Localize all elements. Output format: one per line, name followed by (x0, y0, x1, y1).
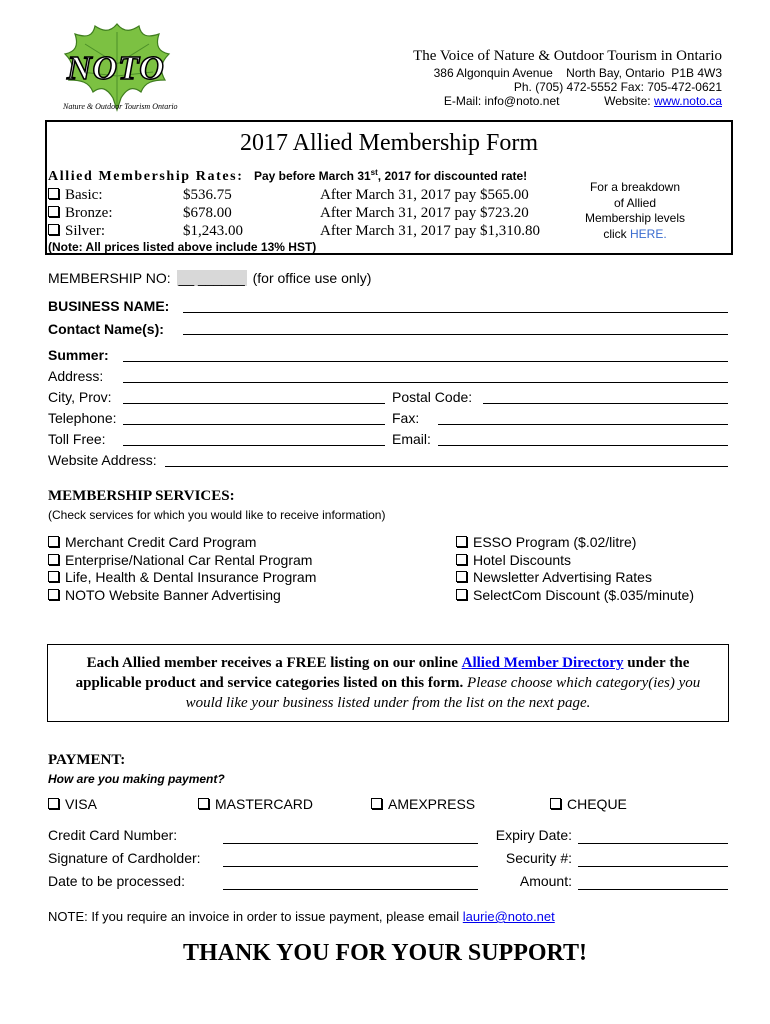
date-label: Date to be processed: (48, 873, 185, 889)
services-left-list (48, 534, 316, 604)
service-item[interactable] (456, 569, 694, 587)
tier-after-price: After March 31, 2017 pay $1,310.80 (320, 223, 540, 239)
breakdown-click-text: click (603, 226, 627, 241)
service-label: Enterprise/National Car Rental Program (65, 551, 313, 568)
breakdown-here-link[interactable]: HERE. (630, 226, 667, 241)
postal-label: Postal Code: (392, 389, 473, 405)
payment-option-visa[interactable] (48, 796, 97, 812)
email-field[interactable] (438, 445, 728, 446)
signature-label: Signature of Cardholder: (48, 850, 201, 866)
tollfree-label: Toll Free: (48, 431, 106, 447)
discount-note-suffix: , 2017 for discounted rate! (377, 169, 528, 183)
service-item[interactable] (48, 569, 316, 587)
city-label: City, Prov: (48, 389, 112, 405)
notice-text-3: the applicable product and service categories listed on this form. (75, 655, 690, 691)
logo-wordmark: NOTO (67, 50, 165, 87)
service-item[interactable] (456, 587, 694, 605)
website-link[interactable]: www.noto.ca (653, 94, 722, 108)
services-instruction: (Check services for which you would like to receive information) (48, 508, 386, 522)
service-label: SelectCom Discount ($.035/minute) (473, 586, 694, 603)
notice-text-1: Each Allied member receives a FREE listing on our online (86, 655, 458, 671)
service-label: NOTO Website Banner Advertising (65, 586, 281, 603)
payment-option-cheque[interactable] (550, 796, 627, 812)
org-phone-fax: Ph. (705) 472-5552 Fax: 705-472-0621 (513, 80, 722, 94)
cc-number-field[interactable] (223, 843, 478, 844)
service-checkbox[interactable] (456, 589, 467, 600)
service-checkbox[interactable] (48, 536, 59, 547)
service-item[interactable] (48, 587, 316, 605)
service-checkbox[interactable] (48, 554, 59, 565)
allied-directory-link[interactable]: Allied Member Directory (461, 655, 624, 671)
noto-logo (55, 20, 180, 115)
org-email: E-Mail: info@noto.net (443, 94, 560, 108)
service-item[interactable] (456, 552, 694, 570)
payment-option-amex[interactable] (371, 796, 475, 812)
service-label: Hotel Discounts (473, 551, 572, 568)
telephone-field[interactable] (123, 424, 385, 425)
cc-number-label: Credit Card Number: (48, 827, 178, 843)
logo-tagline: Nature & Outdoor Tourism Ontario (63, 102, 178, 111)
thank-you-banner: THANK YOU FOR YOUR SUPPORT! (182, 940, 588, 966)
rates-heading: Allied Membership Rates: (48, 169, 244, 184)
service-item[interactable] (48, 552, 316, 570)
payment-option-label: MASTERCARD (215, 796, 314, 812)
service-checkbox[interactable] (456, 536, 467, 547)
service-checkbox[interactable] (48, 589, 59, 600)
org-tagline: The Voice of Nature & Outdoor Tourism in Ontario (413, 48, 722, 64)
postal-field[interactable] (483, 403, 728, 404)
rates-heading-row (48, 167, 527, 185)
invoice-note-text: NOTE: If you require an invoice in order to issue payment, please email (48, 909, 460, 924)
tier-name: Basic: (65, 187, 103, 203)
service-label: Merchant Credit Card Program (65, 534, 257, 550)
tier-after-price: After March 31, 2017 pay $723.20 (320, 205, 529, 221)
address-field[interactable] (123, 382, 728, 383)
org-address: 386 Algonquin Avenue North Bay, Ontario P1B 4W3 (433, 66, 722, 80)
contact-name-label: Contact Name(s): (48, 321, 164, 337)
amount-field[interactable] (578, 889, 728, 890)
directory-notice-box (47, 644, 729, 722)
tier-name: Silver: (65, 223, 105, 239)
expiry-label: Expiry Date: (495, 827, 572, 843)
breakdown-click-row (570, 227, 700, 243)
membership-no-note: (for office use only) (252, 270, 372, 286)
tier-after-price: After March 31, 2017 pay $565.00 (320, 187, 529, 203)
service-checkbox[interactable] (456, 571, 467, 582)
payment-option-mastercard[interactable] (198, 796, 313, 812)
telephone-label: Telephone: (48, 410, 117, 426)
expiry-field[interactable] (578, 843, 728, 844)
discount-note-prefix: Pay before March 31 (253, 169, 371, 183)
org-contact-line (444, 94, 722, 108)
amex-checkbox[interactable] (371, 798, 382, 809)
cheque-checkbox[interactable] (550, 798, 561, 809)
tier-bronze (48, 205, 112, 222)
date-field[interactable] (223, 889, 478, 890)
form-title: 2017 Allied Membership Form (240, 130, 538, 156)
payment-heading: PAYMENT: (48, 752, 126, 768)
breakdown-note (570, 180, 700, 242)
discount-note-sup: st (370, 168, 378, 177)
membership-no-label: MEMBERSHIP NO: (48, 270, 171, 286)
invoice-email-link[interactable]: laurie@noto.net (462, 909, 555, 924)
fax-field[interactable] (438, 424, 728, 425)
contact-name-field[interactable] (183, 334, 728, 335)
city-field[interactable] (123, 403, 385, 404)
breakdown-line: of Allied (613, 195, 657, 210)
silver-checkbox[interactable] (48, 224, 59, 235)
website-address-label: Website Address: (48, 452, 157, 468)
breakdown-line: For a breakdown (589, 180, 681, 194)
basic-checkbox[interactable] (48, 188, 59, 199)
signature-field[interactable] (223, 866, 478, 867)
summer-label: Summer: (48, 347, 109, 363)
membership-no-row (48, 270, 371, 286)
payment-option-label: AMEXPRESS (388, 796, 476, 812)
invoice-note (48, 909, 555, 924)
business-name-field[interactable] (183, 312, 728, 313)
address-label: Address: (48, 368, 104, 384)
service-label: Newsletter Advertising Rates (473, 569, 652, 585)
service-item[interactable] (48, 534, 316, 552)
tier-price: $536.75 (183, 187, 232, 203)
tier-price: $1,243.00 (183, 223, 243, 239)
visa-checkbox[interactable] (48, 798, 59, 809)
service-label: ESSO Program ($.02/litre) (473, 534, 637, 550)
service-label: Life, Health & Dental Insurance Program (65, 569, 317, 585)
website-label: Website: (604, 94, 651, 108)
security-label: Security #: (505, 850, 572, 866)
payment-option-label: VISA (65, 796, 97, 812)
business-name-label: BUSINESS NAME: (48, 298, 170, 314)
website-address-field[interactable] (165, 466, 728, 467)
service-item[interactable] (456, 534, 694, 552)
service-checkbox[interactable] (48, 571, 59, 582)
summer-field[interactable] (123, 361, 728, 362)
email-label: Email: (392, 431, 431, 447)
bronze-checkbox[interactable] (48, 206, 59, 217)
tier-name: Bronze: (65, 205, 113, 221)
notice-text-2: under (627, 655, 666, 671)
amount-label: Amount: (519, 873, 572, 889)
payment-option-label: CHEQUE (567, 796, 627, 812)
breakdown-line: Membership levels (584, 211, 686, 225)
service-checkbox[interactable] (456, 554, 467, 565)
security-field[interactable] (578, 866, 728, 867)
tier-price: $678.00 (183, 205, 232, 221)
membership-no-field[interactable]: __ ______ (178, 270, 245, 286)
payment-question: How are you making payment? (48, 772, 225, 786)
fax-label: Fax: (392, 410, 420, 426)
hst-note: (Note: All prices listed above include 13% HST) (48, 240, 317, 254)
tollfree-field[interactable] (123, 445, 385, 446)
services-heading: MEMBERSHIP SERVICES: (48, 488, 235, 504)
services-right-list (456, 534, 694, 604)
tier-basic (48, 187, 103, 204)
tier-silver (48, 223, 105, 240)
mastercard-checkbox[interactable] (198, 798, 209, 809)
notice-italic: Please choose which category(ies) you would like your business listed under from the list on the next page. (185, 675, 701, 711)
discount-note (254, 169, 527, 183)
